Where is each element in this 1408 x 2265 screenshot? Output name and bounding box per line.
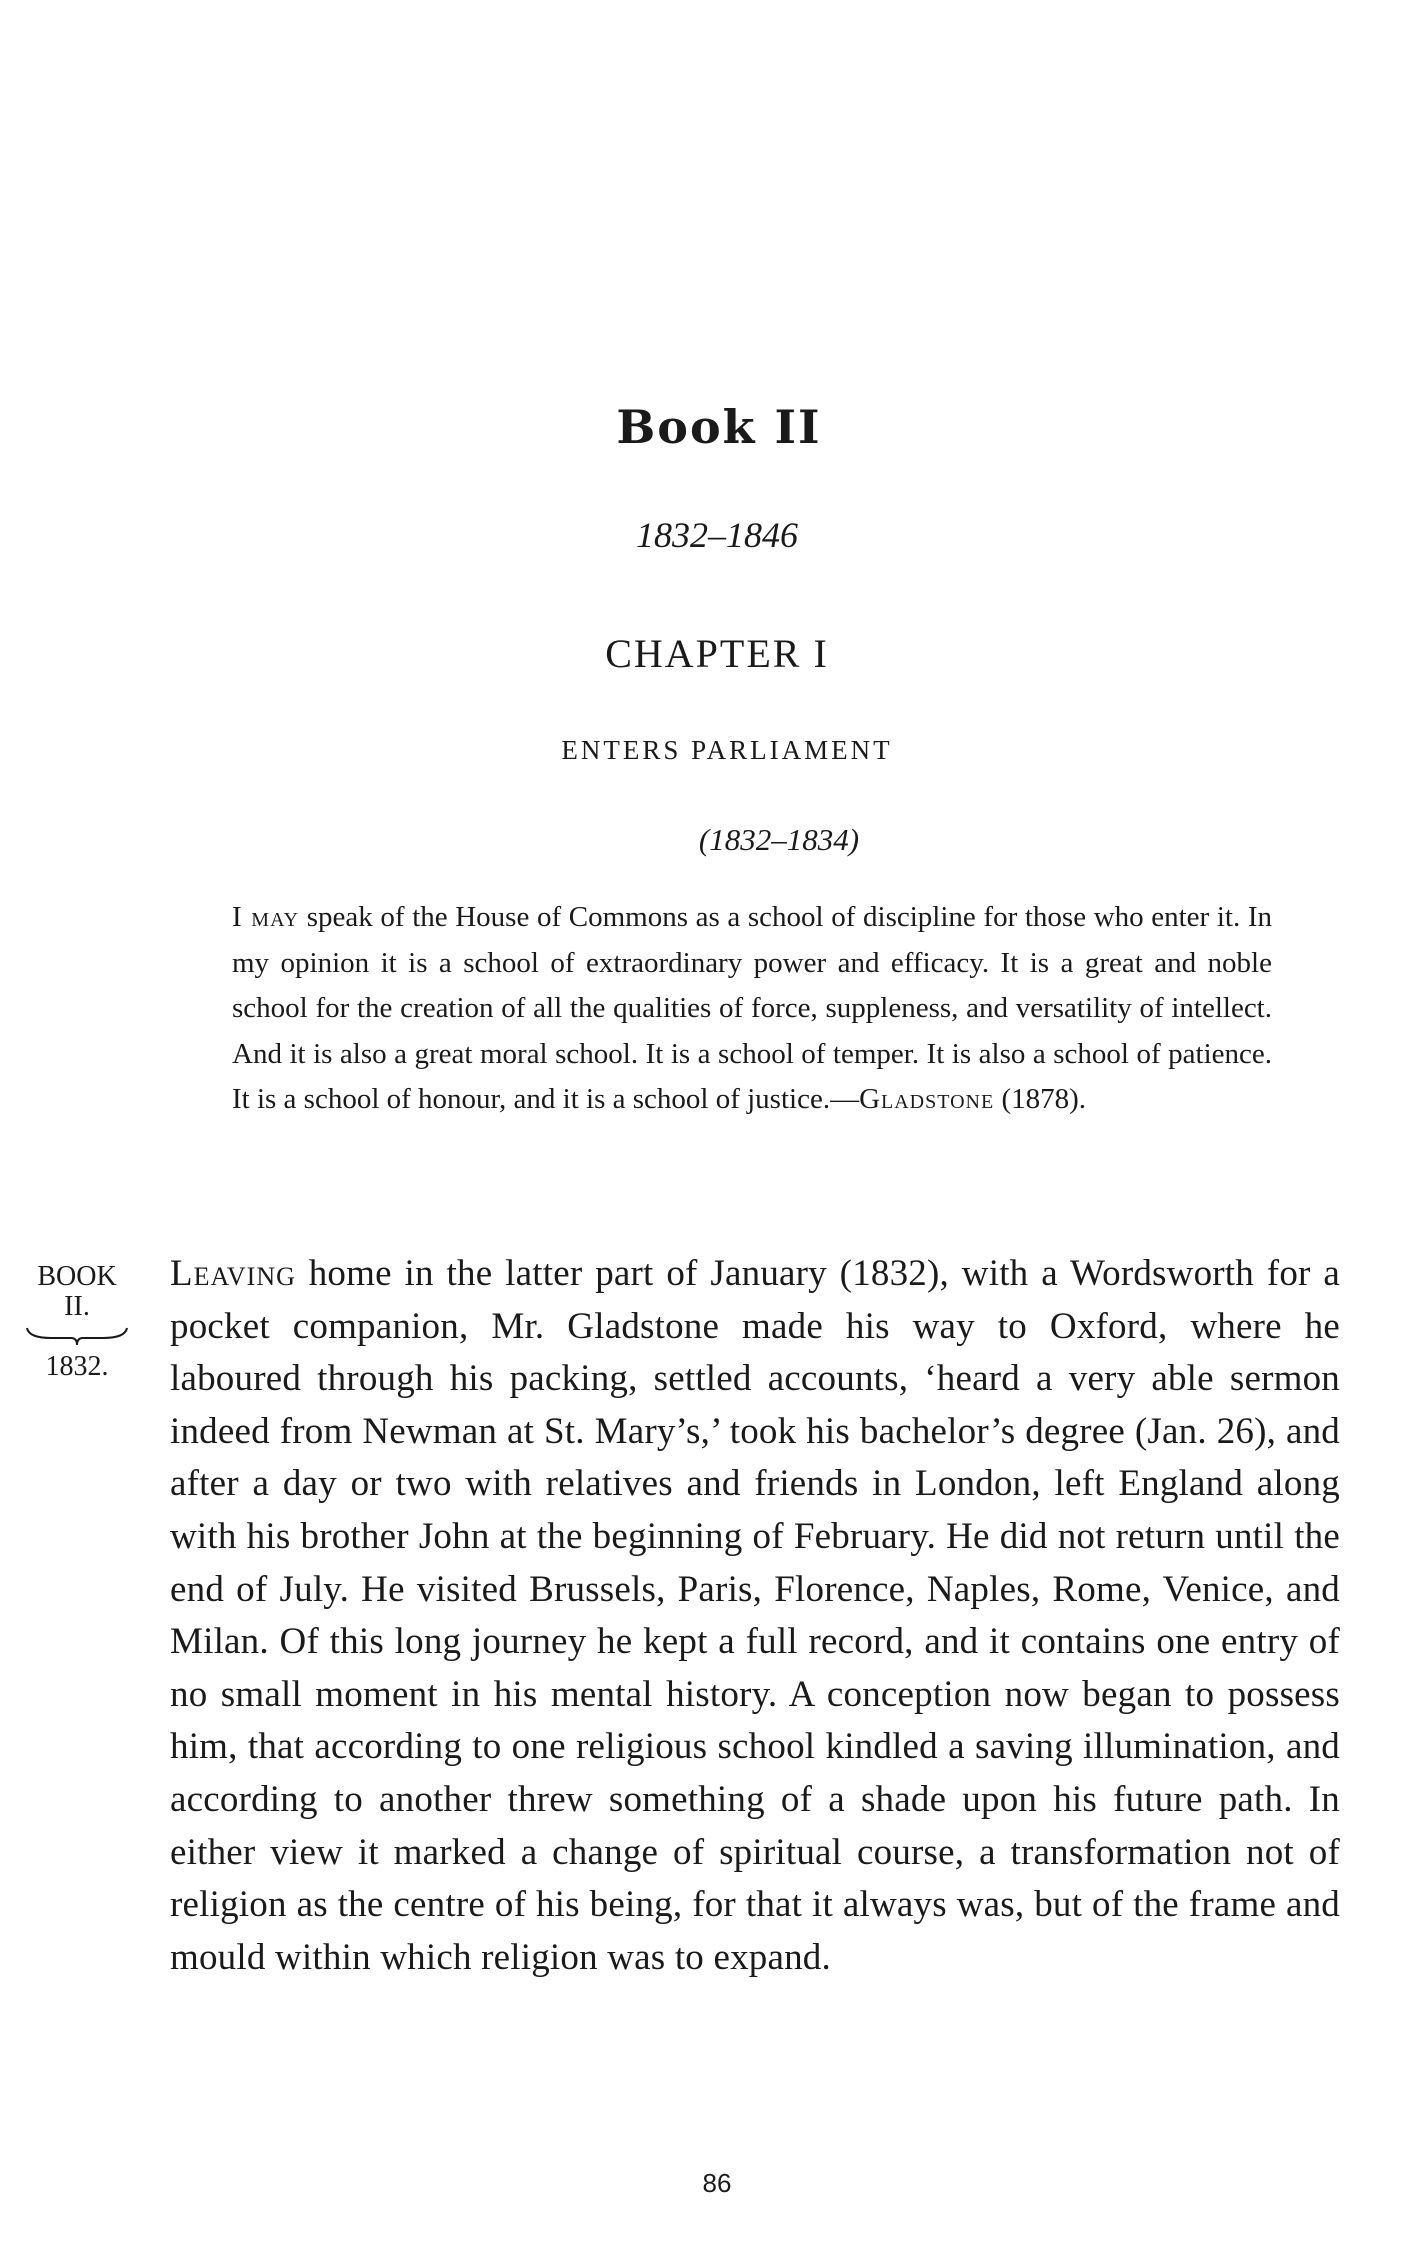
margin-note: [22, 1262, 132, 1382]
epigraph-author: Gladstone: [859, 1083, 995, 1115]
margin-year-label: 1832.: [45, 1351, 109, 1382]
book-years: 1832–1846: [636, 515, 798, 555]
page-number: 86: [702, 2168, 732, 2198]
margin-book-label: BOOK: [37, 1261, 117, 1292]
book-title: Book II: [616, 400, 822, 454]
body-paragraph: [170, 1248, 1340, 1984]
margin-volume-label: II.: [64, 1291, 90, 1322]
chapter-heading: CHAPTER I: [605, 631, 829, 676]
body-lead: Leaving: [170, 1253, 296, 1294]
epigraph: [232, 895, 1272, 1123]
epigraph-year: (1878).: [994, 1083, 1087, 1115]
epigraph-lead: I may: [232, 901, 300, 933]
body-text: home in the latter part of January (1832), with a Wordsworth for a pocket companion, Mr. Gladstone made his way to Oxford, where he laboured through his packing, settled accounts, ‘heard a very able sermon indeed from Newman at St. Mary’s,’ took his bachelor’s degree (Jan. 26), and after a day or two with relatives and friends in London, left England along with his brother John at the beginning of February. He did not return until the end of July. He visited Brussels, Paris, Florence, Naples, Rome, Venice, and Milan. Of this long journey he kept a full record, and it contains one entry of no small moment in his mental history. A conception now began to possess him, that according to one religious school kindled a saving illumination, and according to another threw something of a shade upon his future path. In either view it marked a change of spiritual course, a transformation not of religion as the centre of his being, for that it always was, but of the frame and mould within which religion was to expand.: [170, 1253, 1340, 1978]
chapter-subtitle: ENTERS PARLIAMENT: [561, 735, 893, 765]
brace-icon: [25, 1326, 129, 1346]
chapter-dates: (1832–1834): [698, 822, 860, 857]
epigraph-text: speak of the House of Commons as a school of discipline for those who enter it. In my opinion it is a school of extraordinary power and efficacy. It is a great and noble school for the creation of all the qualities of force, suppleness, and versatility of intellect. And it is also a great moral school. It is a school of temper. It is also a school of patience. It is a school of honour, and it is a school of justice.—: [232, 901, 1272, 1115]
